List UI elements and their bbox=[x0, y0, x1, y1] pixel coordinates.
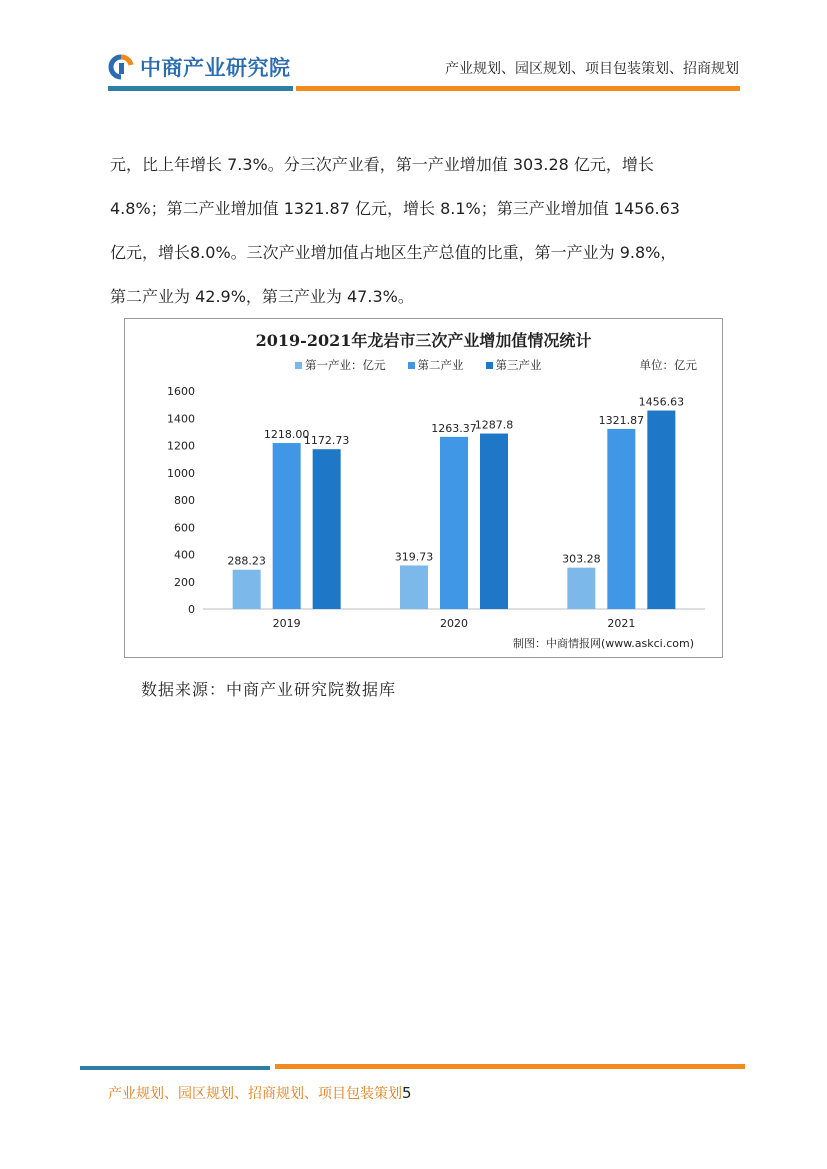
data-label: 1172.73 bbox=[303, 434, 350, 448]
y-tick-label: 400 bbox=[174, 548, 195, 562]
y-tick-label: 1200 bbox=[167, 439, 195, 453]
paragraph-line: 亿元，增长8.0%。三次产业增加值占地区生产总值的比重，第一产业为 9.8%， bbox=[110, 243, 677, 262]
footer-divider-orange bbox=[275, 1064, 745, 1069]
data-label: 1287.8 bbox=[474, 418, 514, 432]
legend-swatch bbox=[295, 362, 302, 369]
header-divider-orange bbox=[296, 86, 740, 91]
legend-label: 第一产业：亿元 bbox=[305, 358, 386, 372]
y-tick-label: 600 bbox=[174, 521, 195, 535]
header-divider-blue bbox=[108, 86, 293, 91]
y-tick-label: 1000 bbox=[167, 466, 195, 480]
y-tick-label: 1400 bbox=[167, 412, 195, 426]
data-label: 319.73 bbox=[394, 550, 434, 564]
data-label: 1263.37 bbox=[431, 421, 477, 435]
y-tick-label: 200 bbox=[174, 575, 195, 589]
body-paragraph bbox=[110, 143, 740, 319]
logo-icon bbox=[108, 54, 134, 80]
legend-label: 第二产业 bbox=[417, 358, 464, 372]
chart-credit: 制图：中商情报网(www.askci.com) bbox=[513, 637, 694, 650]
chart-legend bbox=[295, 357, 564, 373]
data-label: 1321.87 bbox=[598, 413, 645, 427]
page-header bbox=[0, 0, 827, 100]
data-label: 288.23 bbox=[227, 554, 266, 568]
footer-tagline: 产业规划、园区规划、招商规划、项目包装策划 bbox=[108, 1086, 402, 1102]
paragraph-line: 第二产业为 42.9%，第三产业为 47.3%。 bbox=[110, 287, 414, 306]
data-source: 数据来源：中商产业研究院数据库 bbox=[141, 680, 397, 699]
bar bbox=[647, 411, 675, 609]
x-tick-label: 2020 bbox=[440, 617, 468, 630]
legend-item-secondary bbox=[408, 357, 464, 373]
data-label: 1456.63 bbox=[638, 395, 685, 409]
bar bbox=[607, 429, 635, 609]
bar bbox=[567, 568, 595, 609]
bar bbox=[440, 437, 468, 609]
y-tick-label: 800 bbox=[174, 494, 195, 507]
logo-text: 中商产业研究院 bbox=[140, 56, 291, 80]
x-tick-label: 2019 bbox=[272, 617, 301, 630]
paragraph-line: 4.8%；第二产业增加值 1321.87 亿元，增长 8.1%；第三产业增加值 1456.63 bbox=[110, 199, 680, 218]
chart-title: 2019-2021年龙岩市三次产业增加值情况统计 bbox=[255, 331, 592, 350]
header-tagline: 产业规划、园区规划、项目包装策划、招商规划 bbox=[445, 61, 739, 77]
legend-item-primary bbox=[295, 357, 386, 373]
page-number: 5 bbox=[402, 1084, 412, 1102]
footer-divider-blue bbox=[80, 1066, 270, 1070]
bar bbox=[400, 565, 428, 609]
bar bbox=[233, 570, 261, 609]
y-tick-label: 0 bbox=[188, 603, 195, 616]
x-tick-label: 2021 bbox=[607, 617, 636, 630]
bar bbox=[273, 443, 301, 609]
legend-swatch bbox=[486, 362, 493, 369]
bar bbox=[313, 449, 341, 609]
y-tick-label: 1600 bbox=[167, 385, 195, 398]
unit-label: 单位：亿元 bbox=[639, 358, 697, 372]
legend-item-tertiary bbox=[486, 357, 542, 373]
logo bbox=[108, 52, 291, 82]
bar bbox=[480, 434, 508, 609]
page-footer bbox=[108, 1083, 412, 1103]
data-label: 1218.00 bbox=[263, 428, 310, 442]
chart-container bbox=[124, 318, 723, 658]
legend-label: 第三产业 bbox=[495, 358, 542, 372]
paragraph-line: 元，比上年增长 7.3%。分三次产业看，第一产业增加值 303.28 亿元，增长 bbox=[110, 155, 654, 174]
legend-swatch bbox=[408, 362, 415, 369]
data-label: 303.28 bbox=[562, 552, 601, 566]
